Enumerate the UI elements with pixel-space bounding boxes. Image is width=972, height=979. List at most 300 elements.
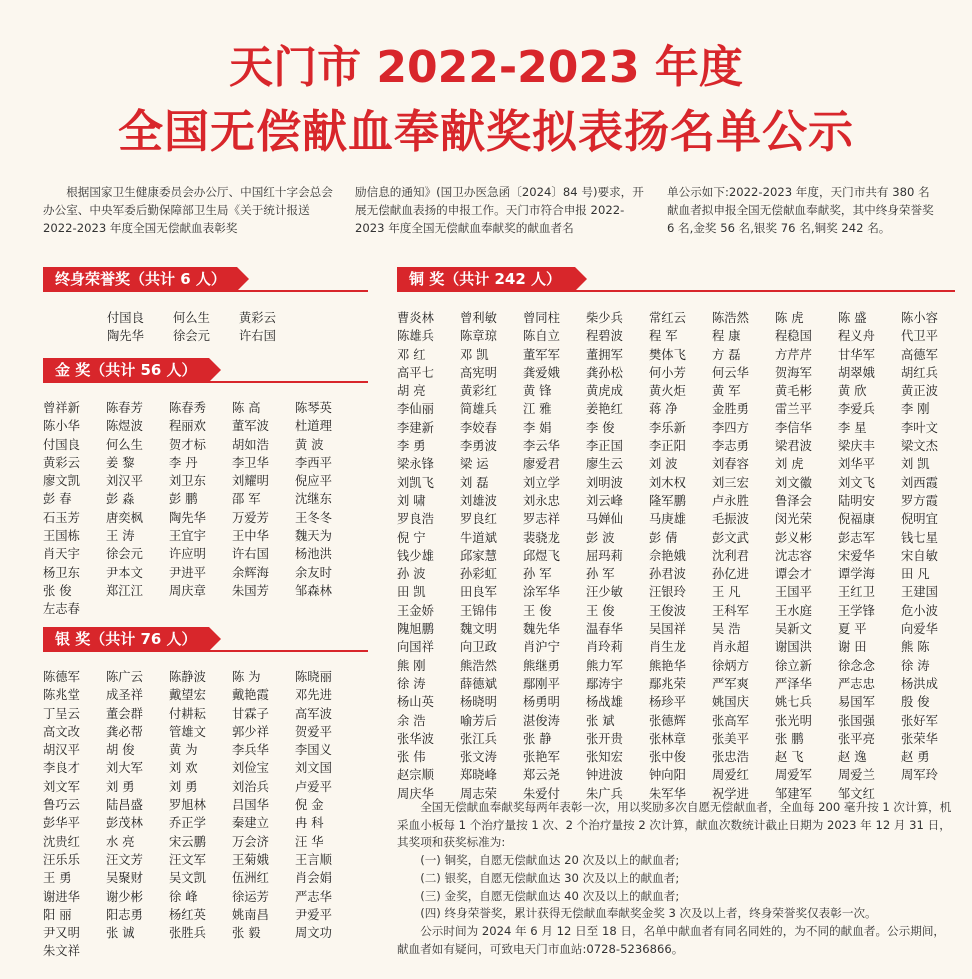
bronze-name: 田 凡: [901, 567, 930, 582]
bronze-name: 涂军华: [523, 585, 560, 600]
bronze-name: 李 娟: [523, 420, 552, 435]
gold-name: 胡如浩: [232, 437, 269, 452]
bronze-name: 高德军: [901, 347, 938, 362]
gold-name: 余辉海: [232, 565, 269, 580]
bronze-name: 程义舟: [838, 329, 875, 344]
bronze-name: 钟向阳: [649, 768, 686, 783]
bronze-name: 鲁泽会: [775, 493, 812, 508]
silver-names-list: [43, 668, 358, 961]
gold-name: 尹进平: [169, 565, 206, 580]
bronze-name: 王 俊: [523, 603, 552, 618]
silver-name: 李国义: [295, 743, 332, 758]
bronze-name: 严志忠: [838, 676, 875, 691]
bronze-name: 金胜勇: [712, 402, 749, 417]
bronze-name: 熊继勇: [523, 658, 560, 673]
bronze-name: 邱家慧: [460, 548, 497, 563]
bronze-name: 危小波: [901, 603, 938, 618]
bronze-name: 马婵仙: [586, 512, 623, 527]
silver-name: 胡汉平: [43, 743, 80, 758]
bronze-name: 邱煜飞: [523, 548, 560, 563]
bronze-name: 向卫政: [460, 640, 497, 655]
gold-name: 王宜宇: [169, 529, 206, 544]
silver-name: 成圣祥: [106, 688, 143, 703]
bronze-name: 吴国祥: [649, 622, 686, 637]
silver-header-rule: [43, 650, 368, 652]
bronze-name: 刘 啸: [397, 493, 426, 508]
bronze-name: 邓 凯: [460, 347, 489, 362]
gold-name: 许右国: [232, 547, 269, 562]
lifetime-name: 许右国: [239, 329, 276, 344]
bronze-name: 鄢兆荣: [649, 676, 686, 691]
bronze-name: 罗良红: [460, 512, 497, 527]
gold-name: 何么生: [106, 437, 143, 452]
bronze-name: 曾同柱: [523, 311, 560, 325]
silver-name: 刘俭宝: [232, 761, 269, 776]
bronze-name: 简雄兵: [460, 402, 497, 417]
bronze-name: 张荣华: [901, 731, 938, 746]
gold-name: 陈春芳: [106, 401, 143, 415]
bronze-name: 周爱红: [712, 768, 749, 783]
bronze-name: 张知宏: [586, 750, 623, 765]
bronze-name: 邓 红: [397, 347, 426, 362]
bronze-name: 陈自立: [523, 329, 560, 344]
silver-name: 肖会娟: [295, 871, 332, 886]
silver-name: 尹爱平: [295, 907, 332, 922]
gold-name: 陈琴英: [295, 401, 332, 415]
bronze-name: 张中俊: [649, 750, 686, 765]
bronze-name: 刘三宏: [712, 475, 749, 490]
bronze-name: 刘凯飞: [397, 475, 434, 490]
bronze-name: 陈 盛: [838, 311, 867, 325]
bronze-name: 邹建军: [775, 786, 812, 801]
bronze-name: 杨晓明: [460, 695, 497, 710]
bronze-name: 罗良浩: [397, 512, 434, 527]
bronze-name: 张江兵: [460, 731, 497, 746]
bronze-name: 周爱军: [775, 768, 812, 783]
silver-name: 张 诚: [106, 926, 135, 941]
gold-name: 彭 春: [43, 492, 72, 507]
bronze-award-header: 铜 奖（共计 242 人）: [397, 267, 575, 291]
silver-name: 吴聚财: [106, 871, 143, 886]
bronze-name: 刘 虎: [775, 457, 804, 472]
bronze-name: 熊 陈: [901, 640, 930, 655]
bronze-name: 肖永超: [712, 640, 749, 655]
silver-name: 冉 科: [295, 816, 324, 831]
silver-name: 徐运芳: [232, 889, 269, 904]
silver-name: 倪 金: [295, 798, 324, 813]
bronze-name: 李 刚: [901, 402, 930, 417]
silver-name: 阳志勇: [106, 907, 143, 922]
bronze-name: 郑云尧: [523, 768, 560, 783]
silver-name: 伍洲红: [232, 871, 269, 886]
bronze-name: 姜艳红: [586, 402, 623, 417]
bronze-name: 赵 勇: [901, 750, 930, 765]
bronze-name: 周志荣: [460, 786, 497, 801]
silver-name: 郭少祥: [232, 724, 269, 739]
bronze-name: 熊艳华: [649, 658, 686, 673]
gold-name: 陶先华: [169, 510, 206, 525]
bronze-name: 李四方: [712, 420, 749, 435]
gold-name: 尹本文: [106, 565, 143, 580]
gold-name: 王 涛: [106, 529, 135, 544]
bronze-name: 田 凯: [397, 585, 426, 600]
bronze-name: 魏文明: [460, 622, 497, 637]
bronze-name: 赵 逸: [838, 750, 867, 765]
bronze-name: 张 伟: [397, 750, 426, 765]
bronze-name: 彭文武: [712, 530, 749, 545]
gold-name: 彭 淼: [106, 492, 135, 507]
gold-name: 徐会元: [106, 547, 143, 562]
bronze-name: 刘木权: [649, 475, 686, 490]
silver-name: 刘 勇: [106, 779, 135, 794]
bronze-name: 李爱兵: [838, 402, 875, 417]
publicity-notice: 公示时间为 2024 年 6 月 12 日至 18 日，名单中献血者有同名同姓的，为不同的献血者。公示期间，献血者如有疑问，可致电天门市血站:0728-5236866。: [397, 923, 946, 956]
bronze-name: 杨战雄: [586, 695, 623, 710]
page-title-line2: 全国无偿献血奉献奖拟表扬名单公示: [117, 105, 854, 158]
lifetime-name: 何么生: [173, 311, 210, 325]
bronze-name: 祝学进: [712, 786, 749, 801]
lifetime-name: 黄彩云: [239, 311, 276, 325]
bronze-name: 黄 欣: [838, 384, 867, 399]
silver-name: 汪 华: [295, 834, 324, 849]
bronze-name: 刘永忠: [523, 493, 560, 508]
bronze-name: 罗方霞: [901, 493, 938, 508]
bronze-name: 李信华: [775, 420, 812, 435]
bronze-name: 陈章琼: [460, 329, 497, 344]
silver-name: 刘大军: [106, 761, 143, 776]
silver-name: 罗旭林: [169, 798, 206, 813]
silver-name: 王言顺: [295, 852, 332, 867]
silver-name: 乔正学: [169, 816, 206, 831]
silver-name: 谢进华: [43, 889, 80, 904]
gold-name: 刘耀明: [232, 474, 269, 489]
bronze-name: 董军军: [523, 347, 560, 362]
lifetime-names-list: [107, 309, 305, 346]
bronze-name: 黄彩红: [460, 384, 497, 399]
bronze-name: 龚爱娥: [523, 365, 560, 380]
silver-name: 戴望宏: [169, 688, 206, 703]
bronze-name: 姚七兵: [775, 695, 812, 710]
gold-name: 黄 波: [295, 437, 324, 452]
silver-name: 高军波: [295, 706, 332, 721]
silver-award-header: 银 奖（共计 76 人）: [43, 627, 209, 651]
bronze-name: 张文涛: [460, 750, 497, 765]
bronze-name: 王锦伟: [460, 603, 497, 618]
bronze-name: 胡 亮: [397, 384, 426, 399]
bronze-name: 张平亮: [838, 731, 875, 746]
bronze-name: 黄 锋: [523, 384, 552, 399]
gold-award-header: 金 奖（共计 56 人）: [43, 358, 209, 382]
bronze-name: 刘春容: [712, 457, 749, 472]
bronze-name: 钱七星: [901, 530, 938, 545]
silver-name: 阳 丽: [43, 907, 72, 922]
bronze-name: 向国祥: [397, 640, 434, 655]
gold-name: 李 丹: [169, 455, 198, 470]
bronze-name: 肖生龙: [649, 640, 686, 655]
bronze-name: 高平七: [397, 365, 434, 380]
silver-name: 万会济: [232, 834, 269, 849]
bronze-name: 熊力军: [586, 658, 623, 673]
bronze-name: 李姣春: [460, 420, 497, 435]
bronze-name: 陈雄兵: [397, 329, 434, 344]
bronze-name: 方 磊: [712, 347, 741, 362]
gold-name: 刘卫东: [169, 474, 206, 489]
silver-name: 水 亮: [106, 834, 135, 849]
gold-name: 陈小华: [43, 419, 80, 434]
bronze-name: 甘华军: [838, 347, 875, 362]
gold-name: 曾祥新: [43, 401, 80, 415]
gold-name: 唐奕枫: [106, 510, 143, 525]
gold-name: 廖文凯: [43, 474, 80, 489]
bronze-name: 谢 田: [838, 640, 867, 655]
bronze-name: 徐立新: [775, 658, 812, 673]
bronze-name: 周军玲: [901, 768, 938, 783]
gold-name: 陈煜波: [106, 419, 143, 434]
gold-name: 郑江江: [106, 583, 143, 598]
bronze-name: 徐念念: [838, 658, 875, 673]
silver-name: 董会群: [106, 706, 143, 721]
bronze-name: 贺海军: [775, 365, 812, 380]
silver-name: 杨红英: [169, 907, 206, 922]
bronze-name: 刘 凯: [901, 457, 930, 472]
bronze-name: 杨洪成: [901, 676, 938, 691]
bronze-name: 刘明波: [586, 475, 623, 490]
silver-name: 朱文祥: [43, 944, 80, 959]
bronze-name: 罗志祥: [523, 512, 560, 527]
bronze-name: 张 鹏: [775, 731, 804, 746]
gold-name: 陈 高: [232, 401, 261, 415]
silver-name: 汪文芳: [106, 852, 143, 867]
bronze-name: 江 雅: [523, 402, 552, 417]
bronze-name: 易国军: [838, 695, 875, 710]
silver-name: 王菊娥: [232, 852, 269, 867]
bronze-name: 赵宗顺: [397, 768, 434, 783]
bronze-name: 李勇波: [460, 439, 497, 454]
bronze-name: 周庆华: [397, 786, 434, 801]
bronze-name: 张忠浩: [712, 750, 749, 765]
gold-name: 李西平: [295, 455, 332, 470]
silver-name: 秦建立: [232, 816, 269, 831]
bronze-name: 毛振波: [712, 512, 749, 527]
bronze-name: 李仙丽: [397, 402, 434, 417]
gold-name: 余友时: [295, 565, 332, 580]
silver-name: 谢少彬: [106, 889, 143, 904]
bronze-name: 刘云峰: [586, 493, 623, 508]
bronze-name: 李 勇: [397, 439, 426, 454]
silver-name: 邓先进: [295, 688, 332, 703]
bronze-name: 黄正波: [901, 384, 938, 399]
bronze-name: 彭义彬: [775, 530, 812, 545]
gold-name: 王国栋: [43, 529, 80, 544]
bronze-name: 程 康: [712, 329, 741, 344]
bronze-name: 王建国: [901, 585, 938, 600]
bronze-name: 向爱华: [901, 622, 938, 637]
bronze-name: 代卫平: [901, 329, 938, 344]
silver-name: 高文改: [43, 724, 80, 739]
silver-name: 黄 为: [169, 743, 198, 758]
rule-gold: (三) 金奖，自愿无偿献血达 40 次及以上的献血者;: [420, 888, 680, 903]
bronze-name: 彭志军: [838, 530, 875, 545]
bronze-name: 程 军: [649, 329, 678, 344]
bronze-name: 龚孙松: [586, 365, 623, 380]
silver-name: 陈静波: [169, 670, 206, 684]
bronze-name: 吴 浩: [712, 622, 741, 637]
bronze-name: 汪银玲: [649, 585, 686, 600]
bronze-name: 梁永锋: [397, 457, 434, 472]
bronze-name: 雷兰平: [775, 402, 812, 417]
bronze-name: 程稳国: [775, 329, 812, 344]
bronze-name: 樊体飞: [649, 347, 686, 362]
bronze-name: 钱少雄: [397, 548, 434, 563]
bronze-name: 张美平: [712, 731, 749, 746]
bronze-name: 王金娇: [397, 603, 434, 618]
bronze-name: 卢永胜: [712, 493, 749, 508]
silver-name: 陈广云: [106, 670, 143, 684]
bronze-name: 汪少敏: [586, 585, 623, 600]
gold-name: 沈继东: [295, 492, 332, 507]
bronze-name: 刘文徽: [775, 475, 812, 490]
gold-name: 左志春: [43, 602, 80, 617]
silver-name: 鲁巧云: [43, 798, 80, 813]
gold-name: 倪应平: [295, 474, 332, 489]
bronze-name: 王俊波: [649, 603, 686, 618]
bronze-name: 何小芳: [649, 365, 686, 380]
gold-name: 邵 军: [232, 492, 261, 507]
bronze-name: 杨山英: [397, 695, 434, 710]
silver-name: 陈 为: [232, 670, 261, 684]
bronze-name: 喻芳后: [460, 713, 497, 728]
bronze-name: 熊浩然: [460, 658, 497, 673]
silver-name: 汪文军: [169, 852, 206, 867]
bronze-name: 夏 平: [838, 622, 867, 637]
bronze-name: 马庚雄: [649, 512, 686, 527]
bronze-name: 胡红兵: [901, 365, 938, 380]
bronze-name: 陈小容: [901, 311, 938, 325]
bronze-name: 李 星: [838, 420, 867, 435]
bronze-name: 宋自敏: [901, 548, 938, 563]
lifetime-header-rule: [43, 290, 368, 292]
bronze-name: 高宪明: [460, 365, 497, 380]
silver-name: 彭华平: [43, 816, 80, 831]
bronze-name: 隆军鹏: [649, 493, 686, 508]
bronze-name: 廖爱君: [523, 457, 560, 472]
silver-name: 吴文凯: [169, 871, 206, 886]
gold-name: 付国良: [43, 437, 80, 452]
lifetime-name: 陶先华: [107, 329, 144, 344]
bronze-name: 梁文杰: [901, 439, 938, 454]
rule-bronze: (一) 铜奖，自愿无偿献血达 20 次及以上的献血者;: [420, 853, 680, 868]
lifetime-name: 付国良: [107, 311, 144, 325]
bronze-name: 朱广兵: [586, 786, 623, 801]
silver-name: 刘 欢: [169, 761, 198, 776]
bronze-name: 黄 军: [712, 384, 741, 399]
bronze-name: 钟进波: [586, 768, 623, 783]
silver-name: 陆昌盛: [106, 798, 143, 813]
bronze-name: 彭 波: [586, 530, 615, 545]
gold-name: 张 俊: [43, 583, 72, 598]
bronze-name: 常红云: [649, 311, 686, 325]
bronze-name: 黄虎成: [586, 384, 623, 399]
bronze-name: 王红卫: [838, 585, 875, 600]
gold-name: 石玉芳: [43, 510, 80, 525]
bronze-name: 赵 飞: [775, 750, 804, 765]
gold-name: 周庆章: [169, 583, 206, 598]
gold-name: 李卫华: [232, 455, 269, 470]
bronze-name: 刘雄波: [460, 493, 497, 508]
silver-name: 严志华: [295, 889, 332, 904]
silver-name: 管雄文: [169, 724, 206, 739]
bronze-name: 张 斌: [586, 713, 615, 728]
bronze-name: 倪 宁: [397, 530, 426, 545]
bronze-name: 刘立学: [523, 475, 560, 490]
gold-name: 杨卫东: [43, 565, 80, 580]
silver-name: 龚必帮: [106, 724, 143, 739]
bronze-name: 梁君波: [775, 439, 812, 454]
bronze-name: 魏先华: [523, 622, 560, 637]
bronze-name: 张国强: [838, 713, 875, 728]
bronze-name: 张开贵: [586, 731, 623, 746]
bronze-name: 曾利敏: [460, 311, 497, 325]
bronze-name: 张德辉: [649, 713, 686, 728]
gold-name: 董军波: [232, 419, 269, 434]
bronze-name: 孙 波: [397, 567, 426, 582]
bronze-name: 谭学海: [838, 567, 875, 582]
bronze-name: 蒋 净: [649, 402, 678, 417]
silver-name: 刘文军: [43, 779, 80, 794]
gold-name: 姜 黎: [106, 455, 135, 470]
bronze-name: 李乐新: [649, 420, 686, 435]
silver-name: 甘霖子: [232, 706, 269, 721]
rule-lifetime: (四) 终身荣誉奖，累计获得无偿献血奉献奖金奖 3 次及以上者，终身荣誉奖仅表彰一次。: [420, 906, 877, 921]
bronze-name: 湛俊涛: [523, 713, 560, 728]
bronze-name: 陈 虎: [775, 311, 804, 325]
silver-name: 陈晓丽: [295, 670, 332, 684]
bronze-name: 倪福康: [838, 512, 875, 527]
silver-name: 付耕耘: [169, 706, 206, 721]
bronze-names-list: [397, 309, 964, 803]
bronze-name: 谢国洪: [775, 640, 812, 655]
bronze-header-rule: [397, 290, 955, 292]
gold-name: 彭 鹏: [169, 492, 198, 507]
bronze-name: 熊 刚: [397, 658, 426, 673]
silver-name: 刘文国: [295, 761, 332, 776]
bronze-name: 李叶文: [901, 420, 938, 435]
gold-name: 黄彩云: [43, 455, 80, 470]
bronze-name: 李志勇: [712, 439, 749, 454]
bronze-name: 何云华: [712, 365, 749, 380]
bronze-name: 杨珍平: [649, 695, 686, 710]
bronze-name: 鄢涛宇: [586, 676, 623, 691]
gold-name: 陈春秀: [169, 401, 206, 415]
bronze-name: 孙 军: [523, 567, 552, 582]
silver-name: 沈贵红: [43, 834, 80, 849]
bronze-name: 李建新: [397, 420, 434, 435]
bronze-name: 陈浩然: [712, 311, 749, 325]
silver-name: 李良才: [43, 761, 80, 776]
bronze-name: 朱军华: [649, 786, 686, 801]
gold-name: 杨池洪: [295, 547, 332, 562]
bronze-name: 刘西霞: [901, 475, 938, 490]
bronze-name: 吴新文: [775, 622, 812, 637]
bronze-name: 佘艳娥: [649, 548, 686, 563]
bronze-name: 谭会才: [775, 567, 812, 582]
bronze-name: 梁庆丰: [838, 439, 875, 454]
bronze-name: 余 浩: [397, 713, 426, 728]
bronze-name: 郑晓峰: [460, 768, 497, 783]
bronze-name: 肖玲莉: [586, 640, 623, 655]
gold-name: 王中华: [232, 529, 269, 544]
bronze-name: 裴骁龙: [523, 530, 560, 545]
